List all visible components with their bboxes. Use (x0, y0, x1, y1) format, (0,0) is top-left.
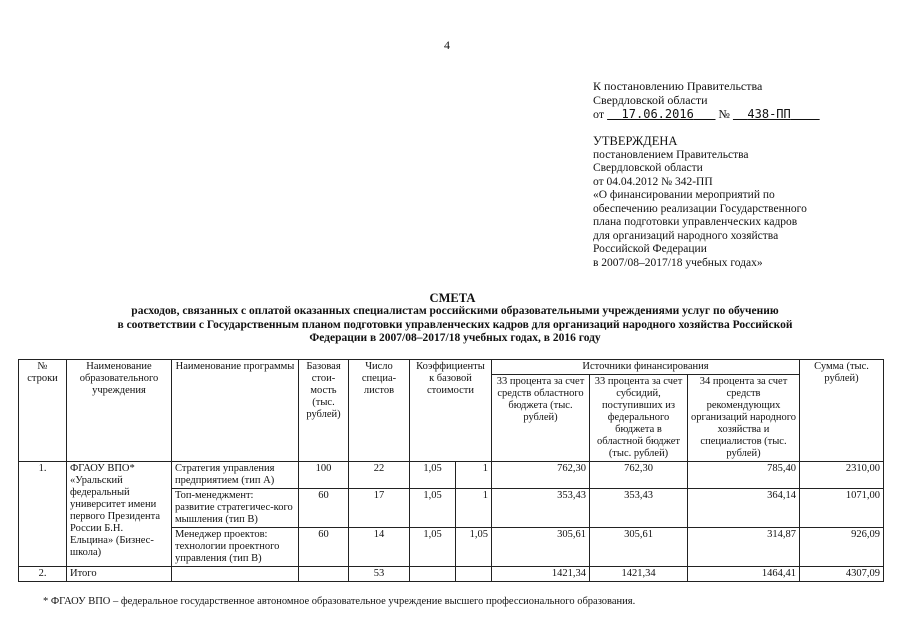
document-title: СМЕТА (429, 291, 476, 305)
total-count: 53 (349, 567, 410, 582)
row-k2: 1 (456, 489, 492, 528)
approved-line: «О финансировании мероприятий по (593, 189, 775, 201)
row-s3: 314,87 (688, 528, 800, 567)
header-base-cost: Базовая стои-мость (тыс. рублей) (299, 360, 349, 462)
row-s1: 353,43 (492, 489, 590, 528)
subtitle-line: Федерации в 2007/08–2017/18 учебных годах, в 2016 году (309, 332, 601, 344)
header-sum: Сумма (тыс. рублей) (800, 360, 884, 462)
approved-line: для организаций народного хозяйства (593, 229, 779, 242)
row-count: 17 (349, 489, 410, 528)
row-program: Стратегия управления предприятием (тип А) (172, 462, 299, 489)
row-k2: 1,05 (456, 528, 492, 567)
ref-line-2: Свердловской области (593, 93, 708, 107)
subtitle-line: расходов, связанных с оплатой оказанных специалистам российскими образовательными учреждениями услуг по обучению (131, 305, 779, 317)
row-k1: 1,05 (410, 462, 456, 489)
row-s3: 364,14 (688, 489, 800, 528)
row-k2: 1 (456, 462, 492, 489)
approved-line: Российской Федерации (593, 243, 707, 255)
row-sum: 926,09 (800, 528, 884, 567)
header-count: Число специа-листов (349, 360, 410, 462)
approved-block (593, 135, 807, 270)
reference-block (593, 79, 820, 121)
total-empty (172, 567, 299, 582)
approved-heading: УТВЕРЖДЕНА (593, 134, 678, 148)
row-count: 22 (349, 462, 410, 489)
row-count: 14 (349, 528, 410, 567)
page-number: 4 (444, 38, 450, 52)
row-k1: 1,05 (410, 489, 456, 528)
row-s2: 762,30 (590, 462, 688, 489)
row-s1: 305,61 (492, 528, 590, 567)
header-program: Наименование программы (172, 360, 299, 462)
row-program: Менеджер проектов: технологии проектного управления (тип В) (172, 528, 299, 567)
ref-number-prefix: № (718, 107, 730, 121)
row-org: ФГАОУ ВПО* «Уральский федеральный университет имени первого Президента России Б.Н. Ельцина» (Бизнес-школа) (67, 462, 172, 567)
row-s1: 762,30 (492, 462, 590, 489)
subtitle-line: в соответствии с Государственным планом подготовки управленческих кадров для организаций народного хозяйства Российской (117, 318, 793, 331)
row-s3: 785,40 (688, 462, 800, 489)
header-num: № строки (19, 360, 67, 462)
total-num: 2. (19, 567, 67, 582)
header-coeff: Коэффициенты к базовой стоимости (410, 360, 492, 462)
row-base: 60 (299, 489, 349, 528)
approved-line: от 04.04.2012 № 342-ПП (593, 175, 713, 188)
row-sum: 1071,00 (800, 489, 884, 528)
document-subtitle (55, 305, 855, 346)
approved-line: обеспечению реализации Государственного (593, 202, 807, 215)
total-label: Итого (67, 567, 172, 582)
header-src3: 34 процента за счет средств рекомендующих организаций народного хозяйства и специалистов (тыс. рублей) (688, 375, 800, 462)
row-s2: 353,43 (590, 489, 688, 528)
row-base: 60 (299, 528, 349, 567)
row-num: 1. (19, 462, 67, 567)
row-base: 100 (299, 462, 349, 489)
approved-line: постановлением Правительства (593, 148, 749, 161)
approved-line: в 2007/08–2017/18 учебных годах» (593, 256, 763, 269)
total-sum: 4307,09 (800, 567, 884, 582)
row-sum: 2310,00 (800, 462, 884, 489)
row-program: Топ-менеджмент: развитие стратегичес-кого мышления (тип В) (172, 489, 299, 528)
table-row (19, 462, 884, 489)
total-empty (456, 567, 492, 582)
ref-line-1: К постановлению Правительства (593, 79, 763, 93)
estimate-table (18, 359, 884, 582)
approved-line: плана подготовки управленческих кадров (593, 216, 798, 228)
row-s2: 305,61 (590, 528, 688, 567)
total-s2: 1421,34 (590, 567, 688, 582)
ref-date: 17.06.2016 (621, 107, 694, 121)
header-org: Наименование образовательного учреждения (67, 360, 172, 462)
header-row (19, 360, 884, 375)
total-s1: 1421,34 (492, 567, 590, 582)
ref-date-prefix: от (593, 107, 605, 121)
approved-line: Свердловской области (593, 162, 703, 174)
total-s3: 1464,41 (688, 567, 800, 582)
total-empty (410, 567, 456, 582)
header-src1: 33 процента за счет средств областного бюджета (тыс. рублей) (492, 375, 590, 462)
total-empty (299, 567, 349, 582)
header-sources: Источники финансирования (492, 360, 800, 375)
total-row (19, 567, 884, 582)
header-src2: 33 процента за счет субсидий, поступивших из федерального бюджета в областной бюджет (тыс. рублей) (590, 375, 688, 462)
ref-date-line (593, 107, 820, 121)
row-k1: 1,05 (410, 528, 456, 567)
footnote: * ФГАОУ ВПО – федеральное государственное автономное образовательное учреждение высшего профессионального образования. (43, 596, 636, 607)
ref-number: 438-ПП (747, 107, 791, 121)
